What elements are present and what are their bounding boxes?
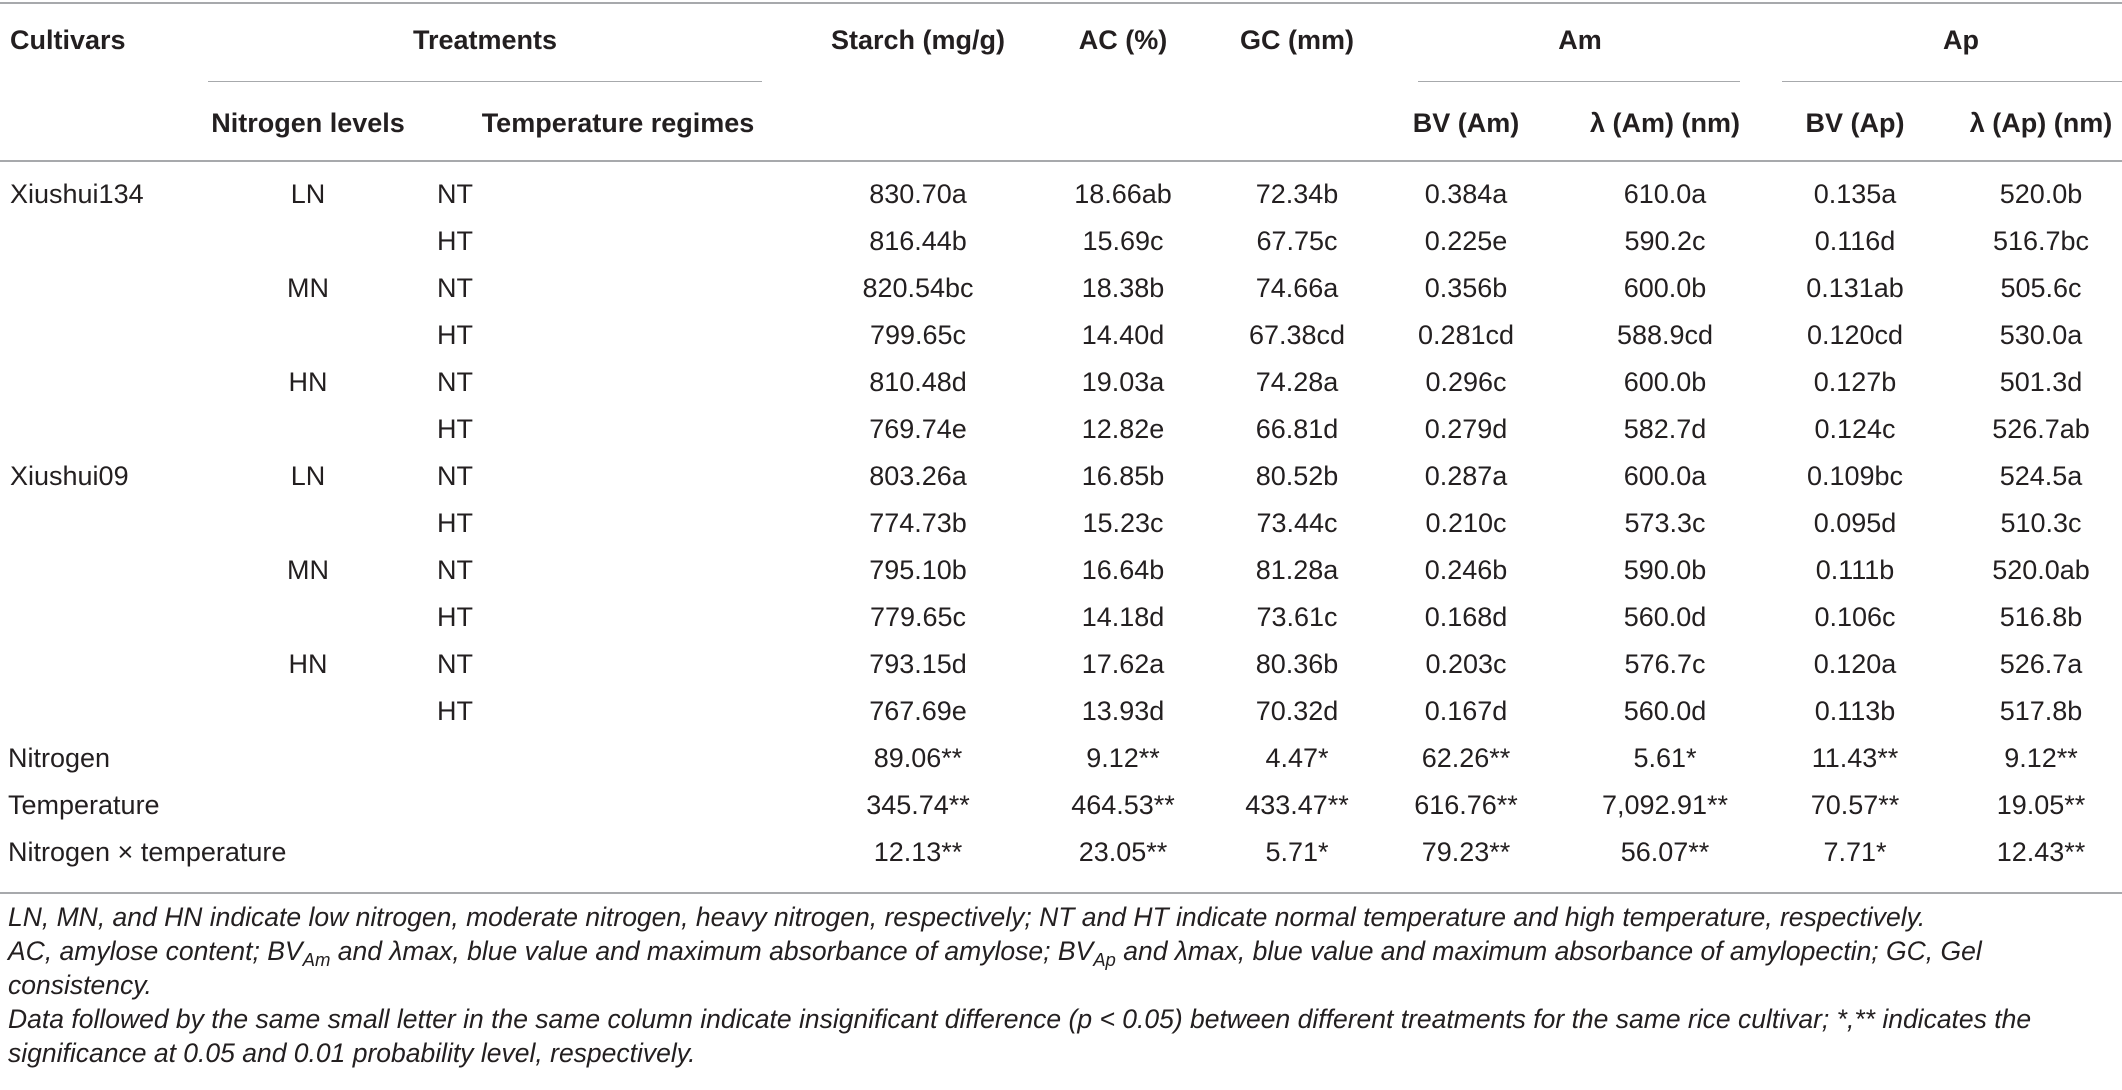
anova-ac-f-value: 9.12**: [1086, 743, 1160, 773]
footnote-significance: Data followed by the same small letter in the same column indicate insignificant difference (p < 0.05) between different treatments for the same rice cultivar; *,** indicates the significance at 0.05 and 0.01 probability level, respectively.: [8, 1004, 2032, 1068]
header-ap: Ap: [1943, 25, 1979, 55]
row-lambda-am-value: 560.0d: [1623, 696, 1707, 726]
header-am: Am: [1558, 25, 1602, 55]
anova-ac-f-value: 23.05**: [1078, 837, 1168, 867]
row-ac-value: 18.38b: [1081, 273, 1165, 303]
row-temperature-regime: NT: [437, 461, 473, 491]
row-gc-value: 72.34b: [1255, 179, 1339, 209]
row-ac-value: 15.69c: [1082, 226, 1164, 256]
row-lambda-am-value: 588.9cd: [1616, 320, 1714, 350]
row-gc-value: 67.38cd: [1248, 320, 1346, 350]
row-ac-value: 16.85b: [1081, 461, 1165, 491]
row-bv-am-value: 0.356b: [1424, 273, 1508, 303]
row-ac-value: 17.62a: [1081, 649, 1165, 679]
row-ac-value: 18.66ab: [1074, 179, 1172, 209]
treatments-underline: [208, 81, 762, 82]
row-starch-value: 774.73b: [869, 508, 967, 538]
row-starch-value: 799.65c: [869, 320, 967, 350]
anova-bv-ap-f-value: 11.43**: [1811, 743, 1899, 773]
row-bv-ap-value: 0.131ab: [1806, 273, 1904, 303]
row-temperature-regime: NT: [437, 179, 473, 209]
row-lambda-am-value: 590.0b: [1623, 555, 1707, 585]
row-gc-value: 81.28a: [1255, 555, 1339, 585]
row-lambda-ap-value: 501.3d: [1999, 367, 2083, 397]
anova-bv-ap-f-value: 7.71*: [1823, 837, 1887, 867]
row-gc-value: 80.52b: [1255, 461, 1339, 491]
row-lambda-am-value: 600.0b: [1623, 273, 1707, 303]
anova-lambda-ap-f-value: 19.05**: [1996, 790, 2086, 820]
row-gc-value: 73.61c: [1256, 602, 1338, 632]
row-lambda-ap-value: 520.0b: [1999, 179, 2083, 209]
row-lambda-ap-value: 517.8b: [1999, 696, 2083, 726]
anova-bv-am-f-value: 616.76**: [1414, 790, 1518, 820]
row-bv-am-value: 0.281cd: [1417, 320, 1515, 350]
row-lambda-ap-value: 520.0ab: [1992, 555, 2090, 585]
header-lambda-ap: λ (Ap) (nm): [1969, 108, 2113, 138]
row-starch-value: 803.26a: [869, 461, 967, 491]
row-gc-value: 66.81d: [1255, 414, 1339, 444]
table-bottom-rule: [0, 892, 2122, 894]
row-lambda-ap-value: 516.8b: [1999, 602, 2083, 632]
row-lambda-ap-value: 510.3c: [2000, 508, 2082, 538]
header-ac: AC (%): [1078, 25, 1168, 55]
ap-underline: [1782, 81, 2122, 82]
row-starch-value: 830.70a: [869, 179, 967, 209]
row-bv-ap-value: 0.113b: [1814, 696, 1896, 726]
row-ac-value: 19.03a: [1081, 367, 1165, 397]
row-bv-ap-value: 0.111b: [1815, 555, 1895, 585]
row-bv-ap-value: 0.135a: [1813, 179, 1897, 209]
footnote-abbreviations-measures: AC, amylose content; $BV_{Am}$ and λmax, blue value and maximum absorbance of amylose; $BV_{Ap}$ and λmax, blue value and maximum absorbance of amylopectin; GC, Gel consistency.: [8, 936, 1982, 1000]
row-temperature-regime: HT: [437, 696, 473, 726]
row-bv-am-value: 0.384a: [1424, 179, 1508, 209]
row-lambda-am-value: 573.3c: [1624, 508, 1706, 538]
row-lambda-am-value: 576.7c: [1624, 649, 1706, 679]
anova-factor-label: Nitrogen: [8, 743, 111, 773]
row-starch-value: 767.69e: [869, 696, 967, 726]
row-gc-value: 74.66a: [1255, 273, 1339, 303]
row-lambda-ap-value: 530.0a: [1999, 320, 2083, 350]
row-ac-value: 14.40d: [1081, 320, 1165, 350]
row-nitrogen-level: HN: [288, 367, 328, 397]
row-temperature-regime: HT: [437, 226, 473, 256]
header-bv-ap: BV (Ap): [1805, 108, 1905, 138]
anova-bv-am-f-value: 79.23**: [1421, 837, 1511, 867]
row-bv-ap-value: 0.106c: [1814, 602, 1896, 632]
row-starch-value: 795.10b: [869, 555, 967, 585]
row-bv-am-value: 0.167d: [1424, 696, 1508, 726]
row-bv-ap-value: 0.109bc: [1806, 461, 1904, 491]
row-starch-value: 779.65c: [869, 602, 967, 632]
row-bv-am-value: 0.296c: [1425, 367, 1507, 397]
row-ac-value: 16.64b: [1081, 555, 1165, 585]
row-lambda-am-value: 600.0b: [1623, 367, 1707, 397]
anova-lambda-ap-f-value: 9.12**: [2004, 743, 2078, 773]
row-gc-value: 73.44c: [1256, 508, 1338, 538]
header-bv-am: BV (Am): [1412, 108, 1520, 138]
row-temperature-regime: NT: [437, 555, 473, 585]
row-temperature-regime: HT: [437, 508, 473, 538]
row-cultivar: Xiushui134: [10, 179, 144, 209]
anova-ac-f-value: 464.53**: [1071, 790, 1175, 820]
row-temperature-regime: NT: [437, 273, 473, 303]
row-gc-value: 74.28a: [1255, 367, 1339, 397]
row-ac-value: 13.93d: [1081, 696, 1165, 726]
anova-lambda-ap-f-value: 12.43**: [1996, 837, 2086, 867]
row-lambda-ap-value: 505.6c: [2000, 273, 2082, 303]
row-lambda-am-value: 610.0a: [1623, 179, 1707, 209]
row-bv-ap-value: 0.120cd: [1806, 320, 1904, 350]
row-bv-am-value: 0.203c: [1425, 649, 1507, 679]
row-gc-value: 67.75c: [1256, 226, 1338, 256]
row-bv-am-value: 0.246b: [1424, 555, 1508, 585]
header-treatments: Treatments: [412, 25, 558, 55]
anova-factor-label: Nitrogen × temperature: [8, 837, 287, 867]
anova-lambda-am-f-value: 56.07**: [1620, 837, 1710, 867]
anova-bv-ap-f-value: 70.57**: [1810, 790, 1900, 820]
row-lambda-ap-value: 516.7bc: [1992, 226, 2090, 256]
row-starch-value: 816.44b: [869, 226, 967, 256]
am-underline: [1418, 81, 1740, 82]
anova-starch-f-value: 345.74**: [866, 790, 970, 820]
row-bv-ap-value: 0.095d: [1813, 508, 1897, 538]
row-ac-value: 14.18d: [1081, 602, 1165, 632]
anova-starch-f-value: 89.06**: [873, 743, 963, 773]
row-nitrogen-level: MN: [287, 555, 329, 585]
header-lambda-am: λ (Am) (nm): [1590, 108, 1740, 138]
row-starch-value: 793.15d: [869, 649, 967, 679]
row-lambda-am-value: 600.0a: [1623, 461, 1707, 491]
row-gc-value: 70.32d: [1255, 696, 1339, 726]
row-bv-ap-value: 0.116d: [1814, 226, 1896, 256]
row-lambda-am-value: 560.0d: [1623, 602, 1707, 632]
anova-bv-am-f-value: 62.26**: [1421, 743, 1511, 773]
row-bv-ap-value: 0.120a: [1813, 649, 1897, 679]
header-gc: GC (mm): [1240, 25, 1354, 55]
row-temperature-regime: NT: [437, 649, 473, 679]
row-gc-value: 80.36b: [1255, 649, 1339, 679]
row-bv-am-value: 0.279d: [1424, 414, 1508, 444]
anova-gc-f-value: 5.71*: [1265, 837, 1329, 867]
header-starch: Starch (mg/g): [830, 25, 1006, 55]
row-bv-ap-value: 0.124c: [1814, 414, 1896, 444]
row-temperature-regime: HT: [437, 414, 473, 444]
row-temperature-regime: HT: [437, 320, 473, 350]
header-temperature-regimes: Temperature regimes: [481, 108, 755, 138]
header-bottom-rule: [0, 160, 2122, 162]
row-nitrogen-level: MN: [287, 273, 329, 303]
row-temperature-regime: NT: [437, 367, 473, 397]
header-nitrogen-levels: Nitrogen levels: [211, 108, 405, 138]
footnote-abbreviations-treatments: LN, MN, and HN indicate low nitrogen, moderate nitrogen, heavy nitrogen, respectively; NT and HT indicate normal temperature and high temperature, respectively.: [8, 902, 1926, 932]
row-lambda-ap-value: 526.7a: [1999, 649, 2083, 679]
row-starch-value: 820.54bc: [862, 273, 974, 303]
row-starch-value: 769.74e: [869, 414, 967, 444]
row-ac-value: 15.23c: [1082, 508, 1164, 538]
row-ac-value: 12.82e: [1081, 414, 1165, 444]
top-rule: [0, 2, 2122, 4]
row-temperature-regime: HT: [437, 602, 473, 632]
row-lambda-am-value: 590.2c: [1624, 226, 1706, 256]
anova-starch-f-value: 12.13**: [873, 837, 963, 867]
row-lambda-ap-value: 524.5a: [1999, 461, 2083, 491]
row-bv-am-value: 0.287a: [1424, 461, 1508, 491]
row-nitrogen-level: HN: [288, 649, 328, 679]
row-bv-am-value: 0.210c: [1425, 508, 1507, 538]
anova-factor-label: Temperature: [8, 790, 160, 820]
row-bv-am-value: 0.168d: [1424, 602, 1508, 632]
row-cultivar: Xiushui09: [10, 461, 129, 491]
anova-gc-f-value: 4.47*: [1265, 743, 1329, 773]
anova-lambda-am-f-value: 7,092.91**: [1601, 790, 1729, 820]
anova-lambda-am-f-value: 5.61*: [1633, 743, 1697, 773]
row-nitrogen-level: LN: [290, 461, 326, 491]
row-lambda-am-value: 582.7d: [1623, 414, 1707, 444]
footnotes: [8, 900, 2108, 1070]
anova-gc-f-value: 433.47**: [1245, 790, 1349, 820]
header-cultivars: Cultivars: [10, 25, 126, 55]
row-bv-ap-value: 0.127b: [1813, 367, 1897, 397]
row-nitrogen-level: LN: [290, 179, 326, 209]
row-bv-am-value: 0.225e: [1424, 226, 1508, 256]
row-starch-value: 810.48d: [869, 367, 967, 397]
row-lambda-ap-value: 526.7ab: [1992, 414, 2090, 444]
